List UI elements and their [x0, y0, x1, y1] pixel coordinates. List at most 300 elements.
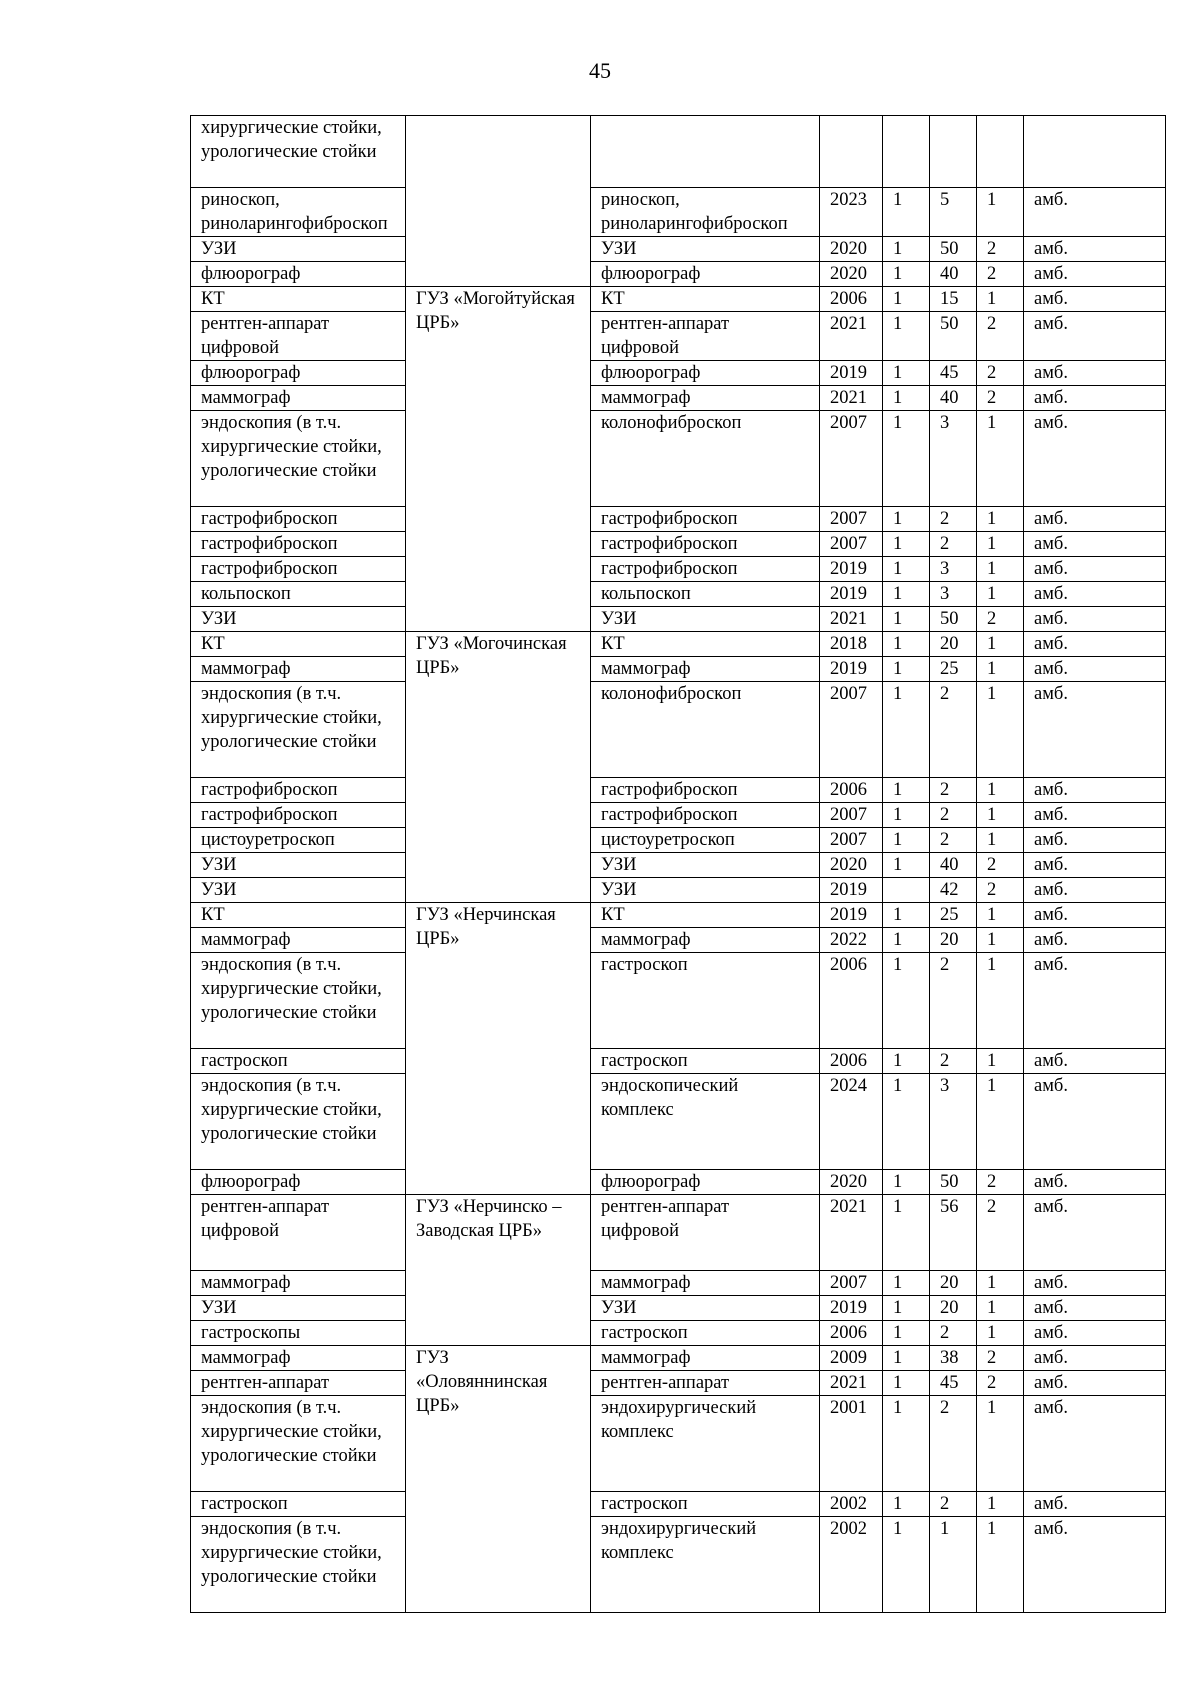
shift-cell: 1 [977, 1396, 1024, 1492]
quantity-cell: 1 [883, 188, 930, 237]
equipment-cell: гастрофиброскоп [191, 778, 406, 803]
equipment-cell: рентген-аппарат цифровой [191, 1195, 406, 1271]
table-row [191, 361, 1166, 386]
shift-cell: 1 [977, 1271, 1024, 1296]
mode-cell: амб. [1024, 1296, 1166, 1321]
device-cell: рентген-аппарат цифровой [591, 312, 820, 361]
shift-cell: 1 [977, 778, 1024, 803]
institution-cell: ГУЗ «Нерчинско – Заводская ЦРБ» [406, 1195, 591, 1346]
mode-cell: амб. [1024, 1492, 1166, 1517]
equipment-cell: гастрофиброскоп [191, 532, 406, 557]
mode-cell: амб. [1024, 1517, 1166, 1613]
table-row [191, 237, 1166, 262]
mode-cell: амб. [1024, 878, 1166, 903]
value-cell: 2 [930, 778, 977, 803]
equipment-cell: эндоскопия (в т.ч. хирургические стойки, урологические стойки [191, 411, 406, 507]
device-cell: КТ [591, 903, 820, 928]
table-row [191, 682, 1166, 778]
device-cell: гастроскоп [591, 953, 820, 1049]
quantity-cell: 1 [883, 903, 930, 928]
table-row [191, 1271, 1166, 1296]
quantity-cell: 1 [883, 928, 930, 953]
quantity-cell: 1 [883, 557, 930, 582]
device-cell: маммограф [591, 386, 820, 411]
mode-cell: амб. [1024, 532, 1166, 557]
quantity-cell: 1 [883, 1170, 930, 1195]
table-row [191, 262, 1166, 287]
quantity-cell: 1 [883, 532, 930, 557]
value-cell: 38 [930, 1346, 977, 1371]
device-cell: УЗИ [591, 607, 820, 632]
table-row [191, 1517, 1166, 1613]
equipment-table [190, 115, 1166, 1613]
value-cell: 25 [930, 903, 977, 928]
mode-cell: амб. [1024, 682, 1166, 778]
equipment-cell: гастрофиброскоп [191, 507, 406, 532]
quantity-cell: 1 [883, 828, 930, 853]
shift-cell: 2 [977, 361, 1024, 386]
device-cell: УЗИ [591, 878, 820, 903]
device-cell [591, 116, 820, 188]
quantity-cell: 1 [883, 1492, 930, 1517]
device-cell: КТ [591, 287, 820, 312]
year-cell: 2007 [820, 828, 883, 853]
table-row [191, 657, 1166, 682]
value-cell: 2 [930, 953, 977, 1049]
shift-cell: 1 [977, 1321, 1024, 1346]
equipment-cell: цистоуретроскоп [191, 828, 406, 853]
mode-cell: амб. [1024, 582, 1166, 607]
equipment-cell: УЗИ [191, 878, 406, 903]
table-row [191, 1195, 1166, 1271]
year-cell: 2007 [820, 682, 883, 778]
equipment-cell: УЗИ [191, 853, 406, 878]
table-row [191, 953, 1166, 1049]
device-cell: гастрофиброскоп [591, 778, 820, 803]
value-cell: 42 [930, 878, 977, 903]
mode-cell: амб. [1024, 361, 1166, 386]
mode-cell: амб. [1024, 778, 1166, 803]
shift-cell: 2 [977, 237, 1024, 262]
device-cell: эндохирургический комплекс [591, 1517, 820, 1613]
shift-cell: 1 [977, 532, 1024, 557]
year-cell: 2002 [820, 1517, 883, 1613]
year-cell: 2019 [820, 1296, 883, 1321]
value-cell: 2 [930, 1396, 977, 1492]
mode-cell: амб. [1024, 1074, 1166, 1170]
year-cell: 2007 [820, 803, 883, 828]
quantity-cell: 1 [883, 411, 930, 507]
equipment-cell: эндоскопия (в т.ч. хирургические стойки, урологические стойки [191, 682, 406, 778]
equipment-table-body [191, 116, 1166, 1613]
institution-cell: ГУЗ «Могочинская ЦРБ» [406, 632, 591, 903]
value-cell: 40 [930, 262, 977, 287]
table-row [191, 386, 1166, 411]
equipment-cell: риноскоп, риноларингофиброскоп [191, 188, 406, 237]
year-cell: 2021 [820, 1371, 883, 1396]
equipment-cell: маммограф [191, 386, 406, 411]
equipment-cell: гастрофиброскоп [191, 803, 406, 828]
mode-cell: амб. [1024, 953, 1166, 1049]
year-cell: 2007 [820, 507, 883, 532]
equipment-cell: КТ [191, 287, 406, 312]
institution-cell: ГУЗ «Оловяннинская ЦРБ» [406, 1346, 591, 1613]
equipment-cell: кольпоскоп [191, 582, 406, 607]
device-cell: гастрофиброскоп [591, 507, 820, 532]
quantity-cell: 1 [883, 607, 930, 632]
equipment-cell: КТ [191, 903, 406, 928]
shift-cell: 1 [977, 1517, 1024, 1613]
mode-cell: амб. [1024, 928, 1166, 953]
shift-cell: 1 [977, 188, 1024, 237]
equipment-cell: маммограф [191, 657, 406, 682]
value-cell: 2 [930, 1049, 977, 1074]
shift-cell [977, 116, 1024, 188]
year-cell: 2021 [820, 1195, 883, 1271]
year-cell: 2007 [820, 532, 883, 557]
equipment-cell: эндоскопия (в т.ч. хирургические стойки, урологические стойки [191, 1396, 406, 1492]
quantity-cell: 1 [883, 1049, 930, 1074]
equipment-cell: эндоскопия (в т.ч. хирургические стойки, урологические стойки [191, 953, 406, 1049]
table-row [191, 507, 1166, 532]
mode-cell: амб. [1024, 828, 1166, 853]
device-cell: эндоскопический комплекс [591, 1074, 820, 1170]
shift-cell: 2 [977, 878, 1024, 903]
device-cell: риноскоп, риноларингофиброскоп [591, 188, 820, 237]
device-cell: гастроскоп [591, 1492, 820, 1517]
device-cell: маммограф [591, 1271, 820, 1296]
mode-cell: амб. [1024, 1049, 1166, 1074]
year-cell: 2006 [820, 1049, 883, 1074]
year-cell: 2006 [820, 1321, 883, 1346]
value-cell: 3 [930, 1074, 977, 1170]
page-number: 45 [589, 58, 611, 83]
year-cell: 2018 [820, 632, 883, 657]
mode-cell: амб. [1024, 632, 1166, 657]
year-cell: 2006 [820, 953, 883, 1049]
equipment-cell: рентген-аппарат цифровой [191, 312, 406, 361]
device-cell: эндохирургический комплекс [591, 1396, 820, 1492]
value-cell: 5 [930, 188, 977, 237]
equipment-cell: УЗИ [191, 237, 406, 262]
year-cell: 2023 [820, 188, 883, 237]
shift-cell: 2 [977, 853, 1024, 878]
quantity-cell: 1 [883, 778, 930, 803]
shift-cell: 2 [977, 607, 1024, 632]
value-cell: 2 [930, 803, 977, 828]
mode-cell: амб. [1024, 237, 1166, 262]
value-cell: 2 [930, 1492, 977, 1517]
value-cell: 3 [930, 411, 977, 507]
shift-cell: 1 [977, 682, 1024, 778]
table-row [191, 853, 1166, 878]
equipment-cell: эндоскопия (в т.ч. хирургические стойки, урологические стойки [191, 1517, 406, 1613]
table-row [191, 1346, 1166, 1371]
table-row [191, 188, 1166, 237]
device-cell: УЗИ [591, 237, 820, 262]
table-row [191, 116, 1166, 188]
quantity-cell: 1 [883, 1074, 930, 1170]
equipment-cell: хирургические стойки, урологические стойки [191, 116, 406, 188]
value-cell: 2 [930, 532, 977, 557]
table-row [191, 803, 1166, 828]
device-cell: гастроскоп [591, 1049, 820, 1074]
table-row [191, 1371, 1166, 1396]
shift-cell: 1 [977, 1049, 1024, 1074]
table-row [191, 1492, 1166, 1517]
institution-cell: ГУЗ «Могойтуйская ЦРБ» [406, 287, 591, 632]
value-cell: 40 [930, 386, 977, 411]
year-cell: 2019 [820, 557, 883, 582]
mode-cell: амб. [1024, 903, 1166, 928]
mode-cell: амб. [1024, 312, 1166, 361]
value-cell: 20 [930, 1296, 977, 1321]
quantity-cell [883, 878, 930, 903]
shift-cell: 1 [977, 903, 1024, 928]
shift-cell: 1 [977, 803, 1024, 828]
value-cell: 20 [930, 632, 977, 657]
shift-cell: 1 [977, 928, 1024, 953]
mode-cell: амб. [1024, 1321, 1166, 1346]
equipment-cell: рентген-аппарат [191, 1371, 406, 1396]
shift-cell: 1 [977, 953, 1024, 1049]
value-cell: 50 [930, 237, 977, 262]
equipment-cell: флюорограф [191, 361, 406, 386]
quantity-cell: 1 [883, 386, 930, 411]
table-row [191, 411, 1166, 507]
device-cell: рентген-аппарат цифровой [591, 1195, 820, 1271]
device-cell: колонофиброскоп [591, 682, 820, 778]
value-cell: 2 [930, 828, 977, 853]
value-cell: 1 [930, 1517, 977, 1613]
device-cell: КТ [591, 632, 820, 657]
year-cell: 2001 [820, 1396, 883, 1492]
mode-cell: амб. [1024, 657, 1166, 682]
shift-cell: 1 [977, 411, 1024, 507]
year-cell: 2020 [820, 262, 883, 287]
equipment-cell: эндоскопия (в т.ч. хирургические стойки, урологические стойки [191, 1074, 406, 1170]
year-cell: 2020 [820, 853, 883, 878]
year-cell: 2021 [820, 386, 883, 411]
mode-cell: амб. [1024, 1195, 1166, 1271]
table-row [191, 1049, 1166, 1074]
mode-cell: амб. [1024, 607, 1166, 632]
shift-cell: 1 [977, 507, 1024, 532]
mode-cell: амб. [1024, 1170, 1166, 1195]
year-cell: 2019 [820, 361, 883, 386]
value-cell: 15 [930, 287, 977, 312]
year-cell: 2007 [820, 411, 883, 507]
equipment-cell: маммограф [191, 928, 406, 953]
year-cell: 2019 [820, 878, 883, 903]
year-cell: 2007 [820, 1271, 883, 1296]
shift-cell: 2 [977, 262, 1024, 287]
equipment-cell: КТ [191, 632, 406, 657]
table-row [191, 312, 1166, 361]
year-cell: 2002 [820, 1492, 883, 1517]
value-cell: 2 [930, 682, 977, 778]
year-cell: 2009 [820, 1346, 883, 1371]
table-row [191, 903, 1166, 928]
quantity-cell [883, 116, 930, 188]
value-cell: 2 [930, 507, 977, 532]
mode-cell: амб. [1024, 557, 1166, 582]
year-cell: 2019 [820, 582, 883, 607]
device-cell: гастрофиброскоп [591, 557, 820, 582]
quantity-cell: 1 [883, 1195, 930, 1271]
table-row [191, 1396, 1166, 1492]
quantity-cell: 1 [883, 361, 930, 386]
quantity-cell: 1 [883, 287, 930, 312]
shift-cell: 1 [977, 582, 1024, 607]
shift-cell: 2 [977, 386, 1024, 411]
value-cell: 50 [930, 312, 977, 361]
device-cell: кольпоскоп [591, 582, 820, 607]
mode-cell: амб. [1024, 262, 1166, 287]
table-row [191, 1321, 1166, 1346]
value-cell: 3 [930, 582, 977, 607]
year-cell [820, 116, 883, 188]
device-cell: флюорограф [591, 1170, 820, 1195]
year-cell: 2021 [820, 607, 883, 632]
mode-cell: амб. [1024, 287, 1166, 312]
value-cell: 3 [930, 557, 977, 582]
table-row [191, 1296, 1166, 1321]
shift-cell: 2 [977, 1371, 1024, 1396]
quantity-cell: 1 [883, 1346, 930, 1371]
quantity-cell: 1 [883, 237, 930, 262]
shift-cell: 2 [977, 312, 1024, 361]
shift-cell: 1 [977, 1296, 1024, 1321]
value-cell: 56 [930, 1195, 977, 1271]
year-cell: 2019 [820, 657, 883, 682]
device-cell: флюорограф [591, 361, 820, 386]
value-cell: 2 [930, 1321, 977, 1346]
year-cell: 2020 [820, 237, 883, 262]
mode-cell: амб. [1024, 188, 1166, 237]
year-cell: 2022 [820, 928, 883, 953]
equipment-cell: флюорограф [191, 262, 406, 287]
quantity-cell: 1 [883, 953, 930, 1049]
mode-cell: амб. [1024, 411, 1166, 507]
value-cell: 45 [930, 1371, 977, 1396]
quantity-cell: 1 [883, 853, 930, 878]
equipment-cell: гастрофиброскоп [191, 557, 406, 582]
shift-cell: 1 [977, 657, 1024, 682]
device-cell: УЗИ [591, 1296, 820, 1321]
value-cell: 20 [930, 928, 977, 953]
table-row [191, 928, 1166, 953]
mode-cell: амб. [1024, 507, 1166, 532]
quantity-cell: 1 [883, 803, 930, 828]
mode-cell: амб. [1024, 803, 1166, 828]
device-cell: маммограф [591, 928, 820, 953]
shift-cell: 2 [977, 1346, 1024, 1371]
value-cell: 50 [930, 1170, 977, 1195]
table-row [191, 1170, 1166, 1195]
quantity-cell: 1 [883, 1517, 930, 1613]
shift-cell: 1 [977, 828, 1024, 853]
quantity-cell: 1 [883, 262, 930, 287]
shift-cell: 1 [977, 1074, 1024, 1170]
shift-cell: 1 [977, 632, 1024, 657]
mode-cell: амб. [1024, 853, 1166, 878]
value-cell: 50 [930, 607, 977, 632]
quantity-cell: 1 [883, 682, 930, 778]
value-cell: 25 [930, 657, 977, 682]
equipment-cell: маммограф [191, 1271, 406, 1296]
table-row [191, 607, 1166, 632]
year-cell: 2019 [820, 903, 883, 928]
equipment-cell: гастроскопы [191, 1321, 406, 1346]
mode-cell: амб. [1024, 1346, 1166, 1371]
table-row [191, 532, 1166, 557]
equipment-cell: маммограф [191, 1346, 406, 1371]
table-row [191, 557, 1166, 582]
equipment-cell: гастроскоп [191, 1049, 406, 1074]
quantity-cell: 1 [883, 507, 930, 532]
table-row [191, 778, 1166, 803]
value-cell: 45 [930, 361, 977, 386]
year-cell: 2006 [820, 778, 883, 803]
mode-cell: амб. [1024, 1371, 1166, 1396]
shift-cell: 1 [977, 557, 1024, 582]
mode-cell: амб. [1024, 1271, 1166, 1296]
equipment-cell: УЗИ [191, 1296, 406, 1321]
mode-cell: амб. [1024, 1396, 1166, 1492]
device-cell: УЗИ [591, 853, 820, 878]
equipment-cell: гастроскоп [191, 1492, 406, 1517]
year-cell: 2006 [820, 287, 883, 312]
quantity-cell: 1 [883, 582, 930, 607]
table-row [191, 878, 1166, 903]
equipment-cell: флюорограф [191, 1170, 406, 1195]
device-cell: рентген-аппарат [591, 1371, 820, 1396]
quantity-cell: 1 [883, 657, 930, 682]
institution-cell [406, 116, 591, 287]
value-cell [930, 116, 977, 188]
shift-cell: 2 [977, 1195, 1024, 1271]
mode-cell [1024, 116, 1166, 188]
value-cell: 20 [930, 1271, 977, 1296]
year-cell: 2024 [820, 1074, 883, 1170]
quantity-cell: 1 [883, 1296, 930, 1321]
quantity-cell: 1 [883, 1371, 930, 1396]
table-row [191, 1074, 1166, 1170]
quantity-cell: 1 [883, 1396, 930, 1492]
mode-cell: амб. [1024, 386, 1166, 411]
device-cell: флюорограф [591, 262, 820, 287]
table-row [191, 632, 1166, 657]
device-cell: маммограф [591, 1346, 820, 1371]
shift-cell: 1 [977, 287, 1024, 312]
device-cell: гастрофиброскоп [591, 532, 820, 557]
device-cell: маммограф [591, 657, 820, 682]
table-row [191, 287, 1166, 312]
quantity-cell: 1 [883, 1271, 930, 1296]
device-cell: гастроскоп [591, 1321, 820, 1346]
quantity-cell: 1 [883, 312, 930, 361]
year-cell: 2020 [820, 1170, 883, 1195]
shift-cell: 1 [977, 1492, 1024, 1517]
device-cell: цистоуретроскоп [591, 828, 820, 853]
table-row [191, 828, 1166, 853]
equipment-cell: УЗИ [191, 607, 406, 632]
year-cell: 2021 [820, 312, 883, 361]
value-cell: 40 [930, 853, 977, 878]
quantity-cell: 1 [883, 1321, 930, 1346]
device-cell: гастрофиброскоп [591, 803, 820, 828]
